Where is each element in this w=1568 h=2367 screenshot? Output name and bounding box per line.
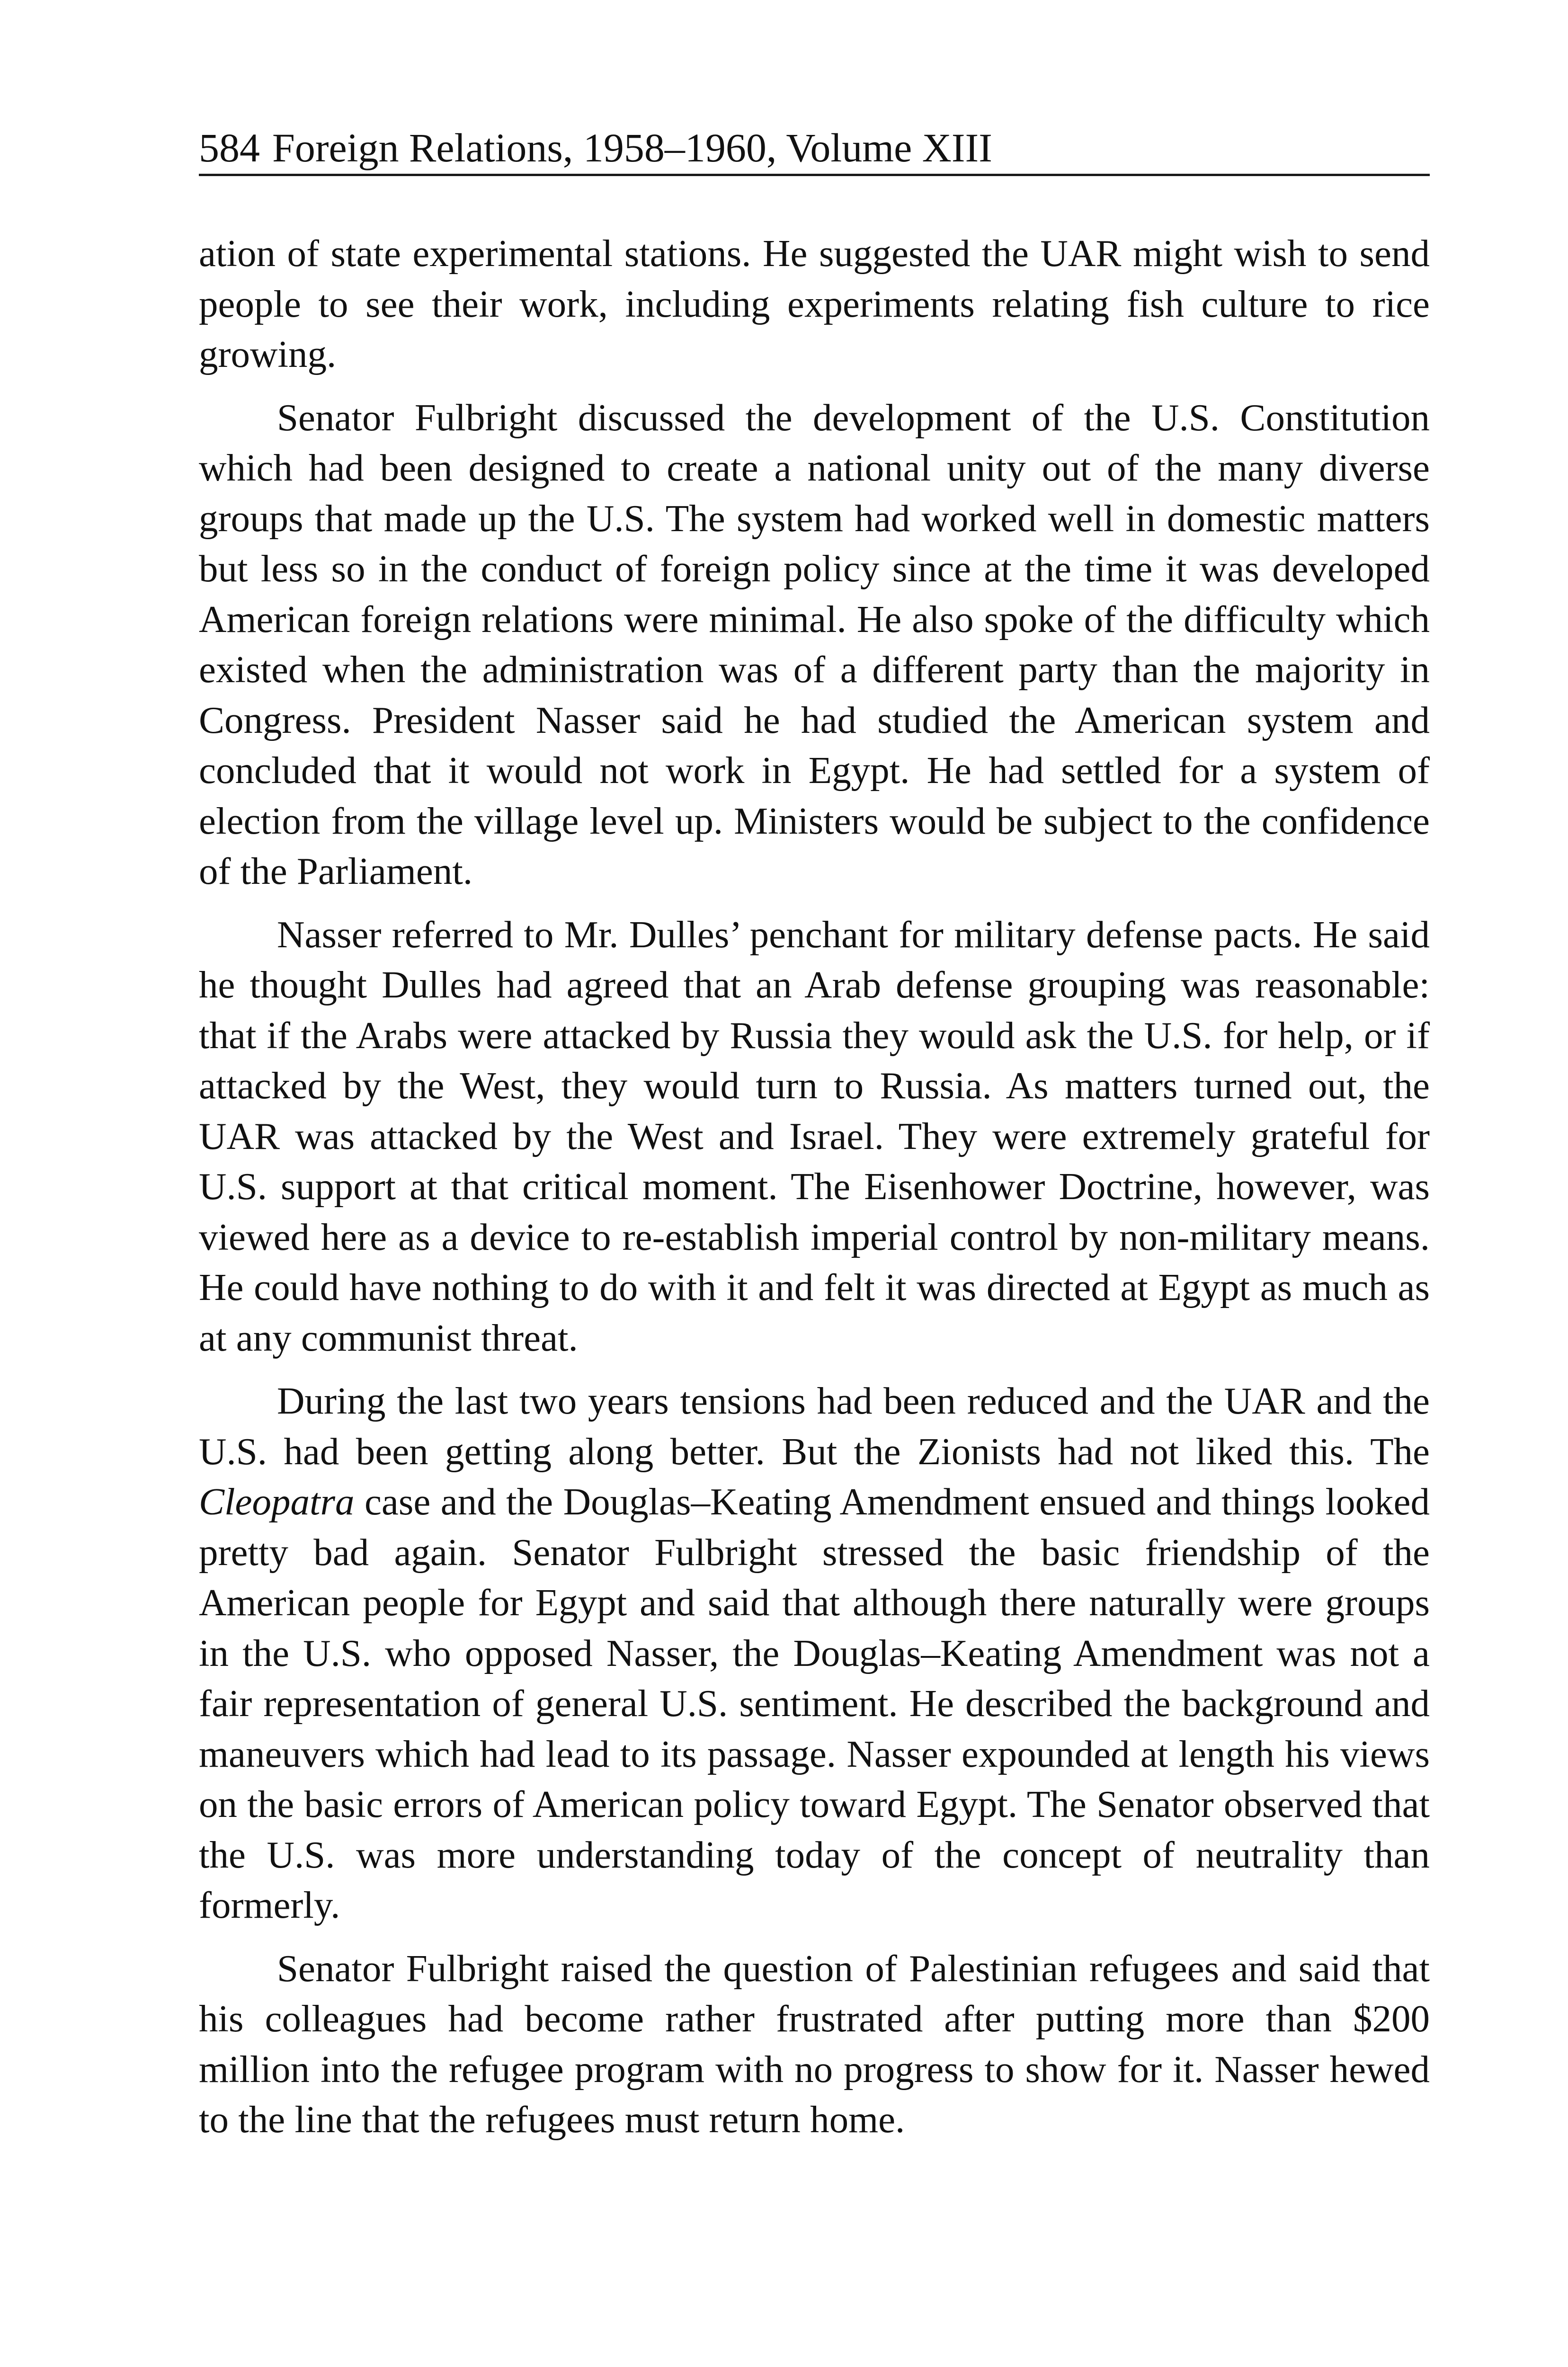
italic-ship-name: Cleopatra: [199, 1480, 355, 1523]
paragraph: Nasser referred to Mr. Dulles’ penchant for military defense pacts. He said he thought Dulles had agreed that an Arab defense grouping was reasonable: that if the Arabs were attacked by Russia they would ask the U.S. for help, or if attacked by the West, they would turn to Russia. As matters turned out, the UAR was attacked by the West and Israel. They were extremely grateful for U.S. support at that critical moment. The Eisenhower Doctrine, however, was viewed here as a device to re-establish imperial control by non-military means. He could have nothing to do with it and felt it was directed at Egypt as much as at any communist threat.: [199, 913, 1430, 1359]
running-head: [199, 124, 1430, 176]
paragraph-continued: ation of state experimental stations. He suggested the UAR might wish to send people to see their work, including experiments relating fish culture to rice growing.: [199, 232, 1430, 375]
body-text: [199, 228, 1430, 2158]
paragraph: [199, 1376, 1430, 1931]
running-title: Foreign Relations, 1958–1960, Volume XIII: [272, 125, 992, 170]
paragraph-text: During the last two years tensions had been reduced and the UAR and the U.S. had been getting along better. But the Zionists had not liked this. The: [199, 1379, 1430, 1473]
paragraph: Senator Fulbright discussed the development of the U.S. Constitution which had been designed to create a national unity out of the many diverse groups that made up the U.S. The system had worked well in domestic matters but less so in the conduct of foreign policy since at the time it was developed American foreign relations were minimal. He also spoke of the difficulty which existed when the administration was of a different party than the majority in Congress. President Nasser said he had studied the American system and concluded that it would not work in Egypt. He had settled for a system of election from the village level up. Ministers would be subject to the confidence of the Parliament.: [199, 396, 1430, 892]
paragraph: Senator Fulbright raised the question of Palestinian refugees and said that his colleagues had become rather frustrated after putting more than $200 million into the refugee program with no progress to show for it. Nasser hewed to the line that the refugees must return home.: [199, 1947, 1430, 2141]
paragraph-text: case and the Douglas–Keating Amendment ensued and things looked pretty bad again. Senator Fulbright stressed the basic friendship of the American people for Egypt and said that although there naturally were groups in the U.S. who opposed Nasser, the Douglas–Keating Amendment was not a fair representation of general U.S. sentiment. He described the background and maneuvers which had lead to its passage. Nasser expounded at length his views on the basic errors of American policy toward Egypt. The Senator observed that the U.S. was more understanding today of the concept of neutrality than formerly.: [199, 1480, 1430, 1926]
page-number: 584: [199, 125, 260, 170]
